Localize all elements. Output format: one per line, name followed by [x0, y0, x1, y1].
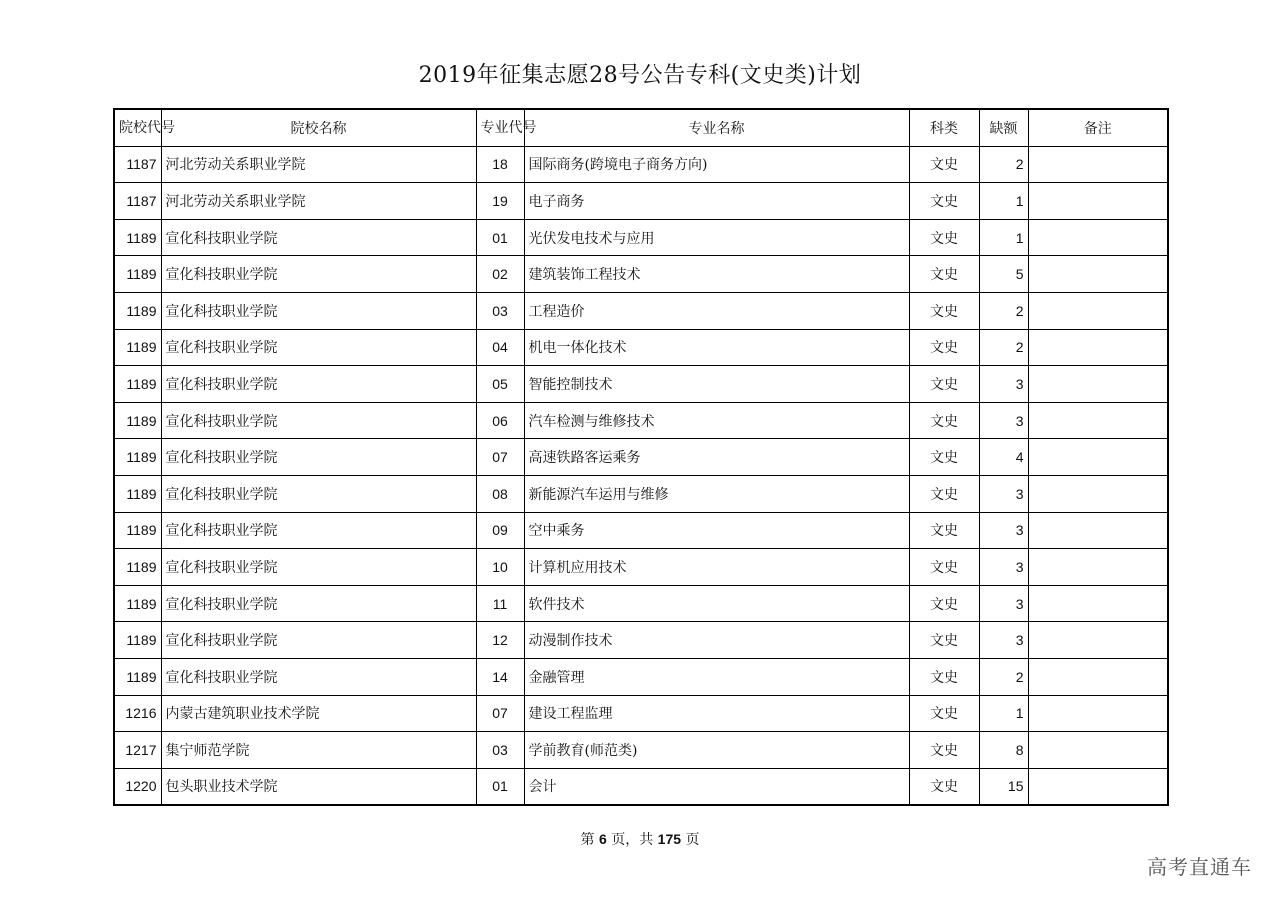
- cell-school-code: 1189: [114, 439, 161, 476]
- cell-category: 文史: [909, 402, 979, 439]
- footer-page-number: 6: [598, 831, 607, 847]
- table-row: [114, 549, 1168, 586]
- cell-category: 文史: [909, 256, 979, 293]
- table-row: [114, 475, 1168, 512]
- cell-remark: [1028, 219, 1168, 256]
- cell-major-code: 18: [476, 146, 524, 183]
- table-body: [114, 146, 1168, 805]
- cell-school-name: 宣化科技职业学院: [161, 329, 476, 366]
- cell-school-code: 1189: [114, 658, 161, 695]
- cell-quota: 1: [979, 695, 1028, 732]
- header-quota: 缺额: [979, 109, 1028, 146]
- cell-major-code: 19: [476, 183, 524, 220]
- cell-major-name: 汽车检测与维修技术: [524, 402, 909, 439]
- cell-quota: 1: [979, 183, 1028, 220]
- cell-category: 文史: [909, 329, 979, 366]
- table-header-row: [114, 109, 1168, 146]
- table-row: [114, 512, 1168, 549]
- cell-major-code: 02: [476, 256, 524, 293]
- cell-category: 文史: [909, 475, 979, 512]
- header-category: 科类: [909, 109, 979, 146]
- cell-school-code: 1189: [114, 256, 161, 293]
- cell-school-code: 1220: [114, 768, 161, 805]
- table-row: [114, 146, 1168, 183]
- cell-category: 文史: [909, 658, 979, 695]
- cell-major-code: 07: [476, 439, 524, 476]
- cell-school-code: 1189: [114, 402, 161, 439]
- cell-quota: 3: [979, 402, 1028, 439]
- cell-quota: 3: [979, 549, 1028, 586]
- cell-major-code: 06: [476, 402, 524, 439]
- cell-major-code: 11: [476, 585, 524, 622]
- cell-major-code: 03: [476, 732, 524, 769]
- cell-remark: [1028, 292, 1168, 329]
- cell-category: 文史: [909, 585, 979, 622]
- cell-school-code: 1217: [114, 732, 161, 769]
- cell-school-code: 1187: [114, 183, 161, 220]
- cell-category: 文史: [909, 183, 979, 220]
- cell-quota: 15: [979, 768, 1028, 805]
- cell-major-code: 03: [476, 292, 524, 329]
- cell-category: 文史: [909, 768, 979, 805]
- cell-major-name: 工程造价: [524, 292, 909, 329]
- table-row: [114, 329, 1168, 366]
- cell-remark: [1028, 512, 1168, 549]
- header-school-code: 院校代号: [114, 109, 161, 146]
- table-row: [114, 658, 1168, 695]
- cell-quota: 3: [979, 366, 1028, 403]
- cell-school-name: 宣化科技职业学院: [161, 219, 476, 256]
- cell-quota: 3: [979, 585, 1028, 622]
- cell-major-code: 09: [476, 512, 524, 549]
- cell-remark: [1028, 695, 1168, 732]
- cell-category: 文史: [909, 549, 979, 586]
- cell-quota: 3: [979, 622, 1028, 659]
- table-row: [114, 622, 1168, 659]
- cell-school-name: 宣化科技职业学院: [161, 292, 476, 329]
- cell-quota: 1: [979, 219, 1028, 256]
- cell-remark: [1028, 768, 1168, 805]
- cell-category: 文史: [909, 512, 979, 549]
- cell-category: 文史: [909, 439, 979, 476]
- cell-major-code: 01: [476, 768, 524, 805]
- table-row: [114, 183, 1168, 220]
- cell-major-name: 新能源汽车运用与维修: [524, 475, 909, 512]
- cell-school-code: 1216: [114, 695, 161, 732]
- table-row: [114, 732, 1168, 769]
- table-row: [114, 768, 1168, 805]
- cell-quota: 4: [979, 439, 1028, 476]
- cell-major-code: 14: [476, 658, 524, 695]
- cell-major-code: 12: [476, 622, 524, 659]
- cell-major-name: 机电一体化技术: [524, 329, 909, 366]
- cell-school-name: 河北劳动关系职业学院: [161, 146, 476, 183]
- cell-quota: 3: [979, 475, 1028, 512]
- cell-major-name: 动漫制作技术: [524, 622, 909, 659]
- header-remark: 备注: [1028, 109, 1168, 146]
- cell-major-name: 计算机应用技术: [524, 549, 909, 586]
- cell-category: 文史: [909, 695, 979, 732]
- cell-quota: 2: [979, 658, 1028, 695]
- cell-remark: [1028, 439, 1168, 476]
- cell-category: 文史: [909, 732, 979, 769]
- footer-total-pages: 175: [657, 831, 682, 847]
- page-title: 2019年征集志愿28号公告专科(文史类)计划: [418, 63, 862, 88]
- cell-school-code: 1189: [114, 549, 161, 586]
- cell-school-code: 1189: [114, 329, 161, 366]
- cell-major-name: 高速铁路客运乘务: [524, 439, 909, 476]
- cell-major-name: 建设工程监理: [524, 695, 909, 732]
- watermark-text: 高考直通车: [1147, 855, 1252, 879]
- cell-remark: [1028, 585, 1168, 622]
- cell-remark: [1028, 732, 1168, 769]
- cell-major-name: 金融管理: [524, 658, 909, 695]
- enrollment-plan-table: [113, 108, 1169, 806]
- cell-remark: [1028, 183, 1168, 220]
- cell-major-name: 光伏发电技术与应用: [524, 219, 909, 256]
- cell-school-code: 1189: [114, 512, 161, 549]
- header-major-name: 专业名称: [524, 109, 909, 146]
- cell-school-name: 宣化科技职业学院: [161, 622, 476, 659]
- cell-major-code: 07: [476, 695, 524, 732]
- footer-suffix: 页: [685, 832, 700, 848]
- cell-school-name: 宣化科技职业学院: [161, 366, 476, 403]
- cell-quota: 2: [979, 146, 1028, 183]
- header-major-code: 专业代号: [476, 109, 524, 146]
- table-row: [114, 402, 1168, 439]
- footer-prefix: 第: [580, 832, 595, 848]
- cell-school-code: 1189: [114, 622, 161, 659]
- cell-major-name: 学前教育(师范类): [524, 732, 909, 769]
- cell-major-code: 05: [476, 366, 524, 403]
- cell-school-code: 1189: [114, 366, 161, 403]
- footer-mid: 页，共: [611, 832, 654, 848]
- cell-quota: 2: [979, 292, 1028, 329]
- cell-major-name: 国际商务(跨境电子商务方向): [524, 146, 909, 183]
- cell-school-name: 内蒙古建筑职业技术学院: [161, 695, 476, 732]
- cell-school-code: 1187: [114, 146, 161, 183]
- table-row: [114, 366, 1168, 403]
- cell-remark: [1028, 658, 1168, 695]
- cell-school-name: 宣化科技职业学院: [161, 658, 476, 695]
- header-school-name: 院校名称: [161, 109, 476, 146]
- table-row: [114, 695, 1168, 732]
- cell-school-name: 宣化科技职业学院: [161, 256, 476, 293]
- cell-major-name: 电子商务: [524, 183, 909, 220]
- table-row: [114, 439, 1168, 476]
- page-footer: [0, 829, 1280, 849]
- cell-category: 文史: [909, 622, 979, 659]
- cell-category: 文史: [909, 146, 979, 183]
- cell-quota: 3: [979, 512, 1028, 549]
- cell-school-code: 1189: [114, 292, 161, 329]
- cell-school-name: 宣化科技职业学院: [161, 585, 476, 622]
- table-row: [114, 585, 1168, 622]
- cell-quota: 8: [979, 732, 1028, 769]
- cell-major-code: 01: [476, 219, 524, 256]
- cell-major-name: 建筑装饰工程技术: [524, 256, 909, 293]
- cell-school-name: 河北劳动关系职业学院: [161, 183, 476, 220]
- table-row: [114, 292, 1168, 329]
- cell-school-code: 1189: [114, 585, 161, 622]
- cell-major-name: 智能控制技术: [524, 366, 909, 403]
- cell-quota: 5: [979, 256, 1028, 293]
- table-row: [114, 219, 1168, 256]
- cell-remark: [1028, 329, 1168, 366]
- cell-school-name: 宣化科技职业学院: [161, 475, 476, 512]
- cell-remark: [1028, 402, 1168, 439]
- cell-major-name: 会计: [524, 768, 909, 805]
- cell-remark: [1028, 366, 1168, 403]
- cell-remark: [1028, 256, 1168, 293]
- cell-school-name: 宣化科技职业学院: [161, 549, 476, 586]
- table-row: [114, 256, 1168, 293]
- cell-school-name: 宣化科技职业学院: [161, 439, 476, 476]
- cell-remark: [1028, 475, 1168, 512]
- cell-category: 文史: [909, 219, 979, 256]
- cell-school-code: 1189: [114, 475, 161, 512]
- cell-remark: [1028, 622, 1168, 659]
- cell-school-name: 包头职业技术学院: [161, 768, 476, 805]
- cell-school-name: 集宁师范学院: [161, 732, 476, 769]
- cell-quota: 2: [979, 329, 1028, 366]
- cell-major-code: 08: [476, 475, 524, 512]
- cell-major-name: 空中乘务: [524, 512, 909, 549]
- cell-school-name: 宣化科技职业学院: [161, 512, 476, 549]
- cell-remark: [1028, 146, 1168, 183]
- cell-category: 文史: [909, 366, 979, 403]
- cell-school-code: 1189: [114, 219, 161, 256]
- cell-remark: [1028, 549, 1168, 586]
- cell-major-code: 10: [476, 549, 524, 586]
- cell-school-name: 宣化科技职业学院: [161, 402, 476, 439]
- cell-major-name: 软件技术: [524, 585, 909, 622]
- cell-major-code: 04: [476, 329, 524, 366]
- cell-category: 文史: [909, 292, 979, 329]
